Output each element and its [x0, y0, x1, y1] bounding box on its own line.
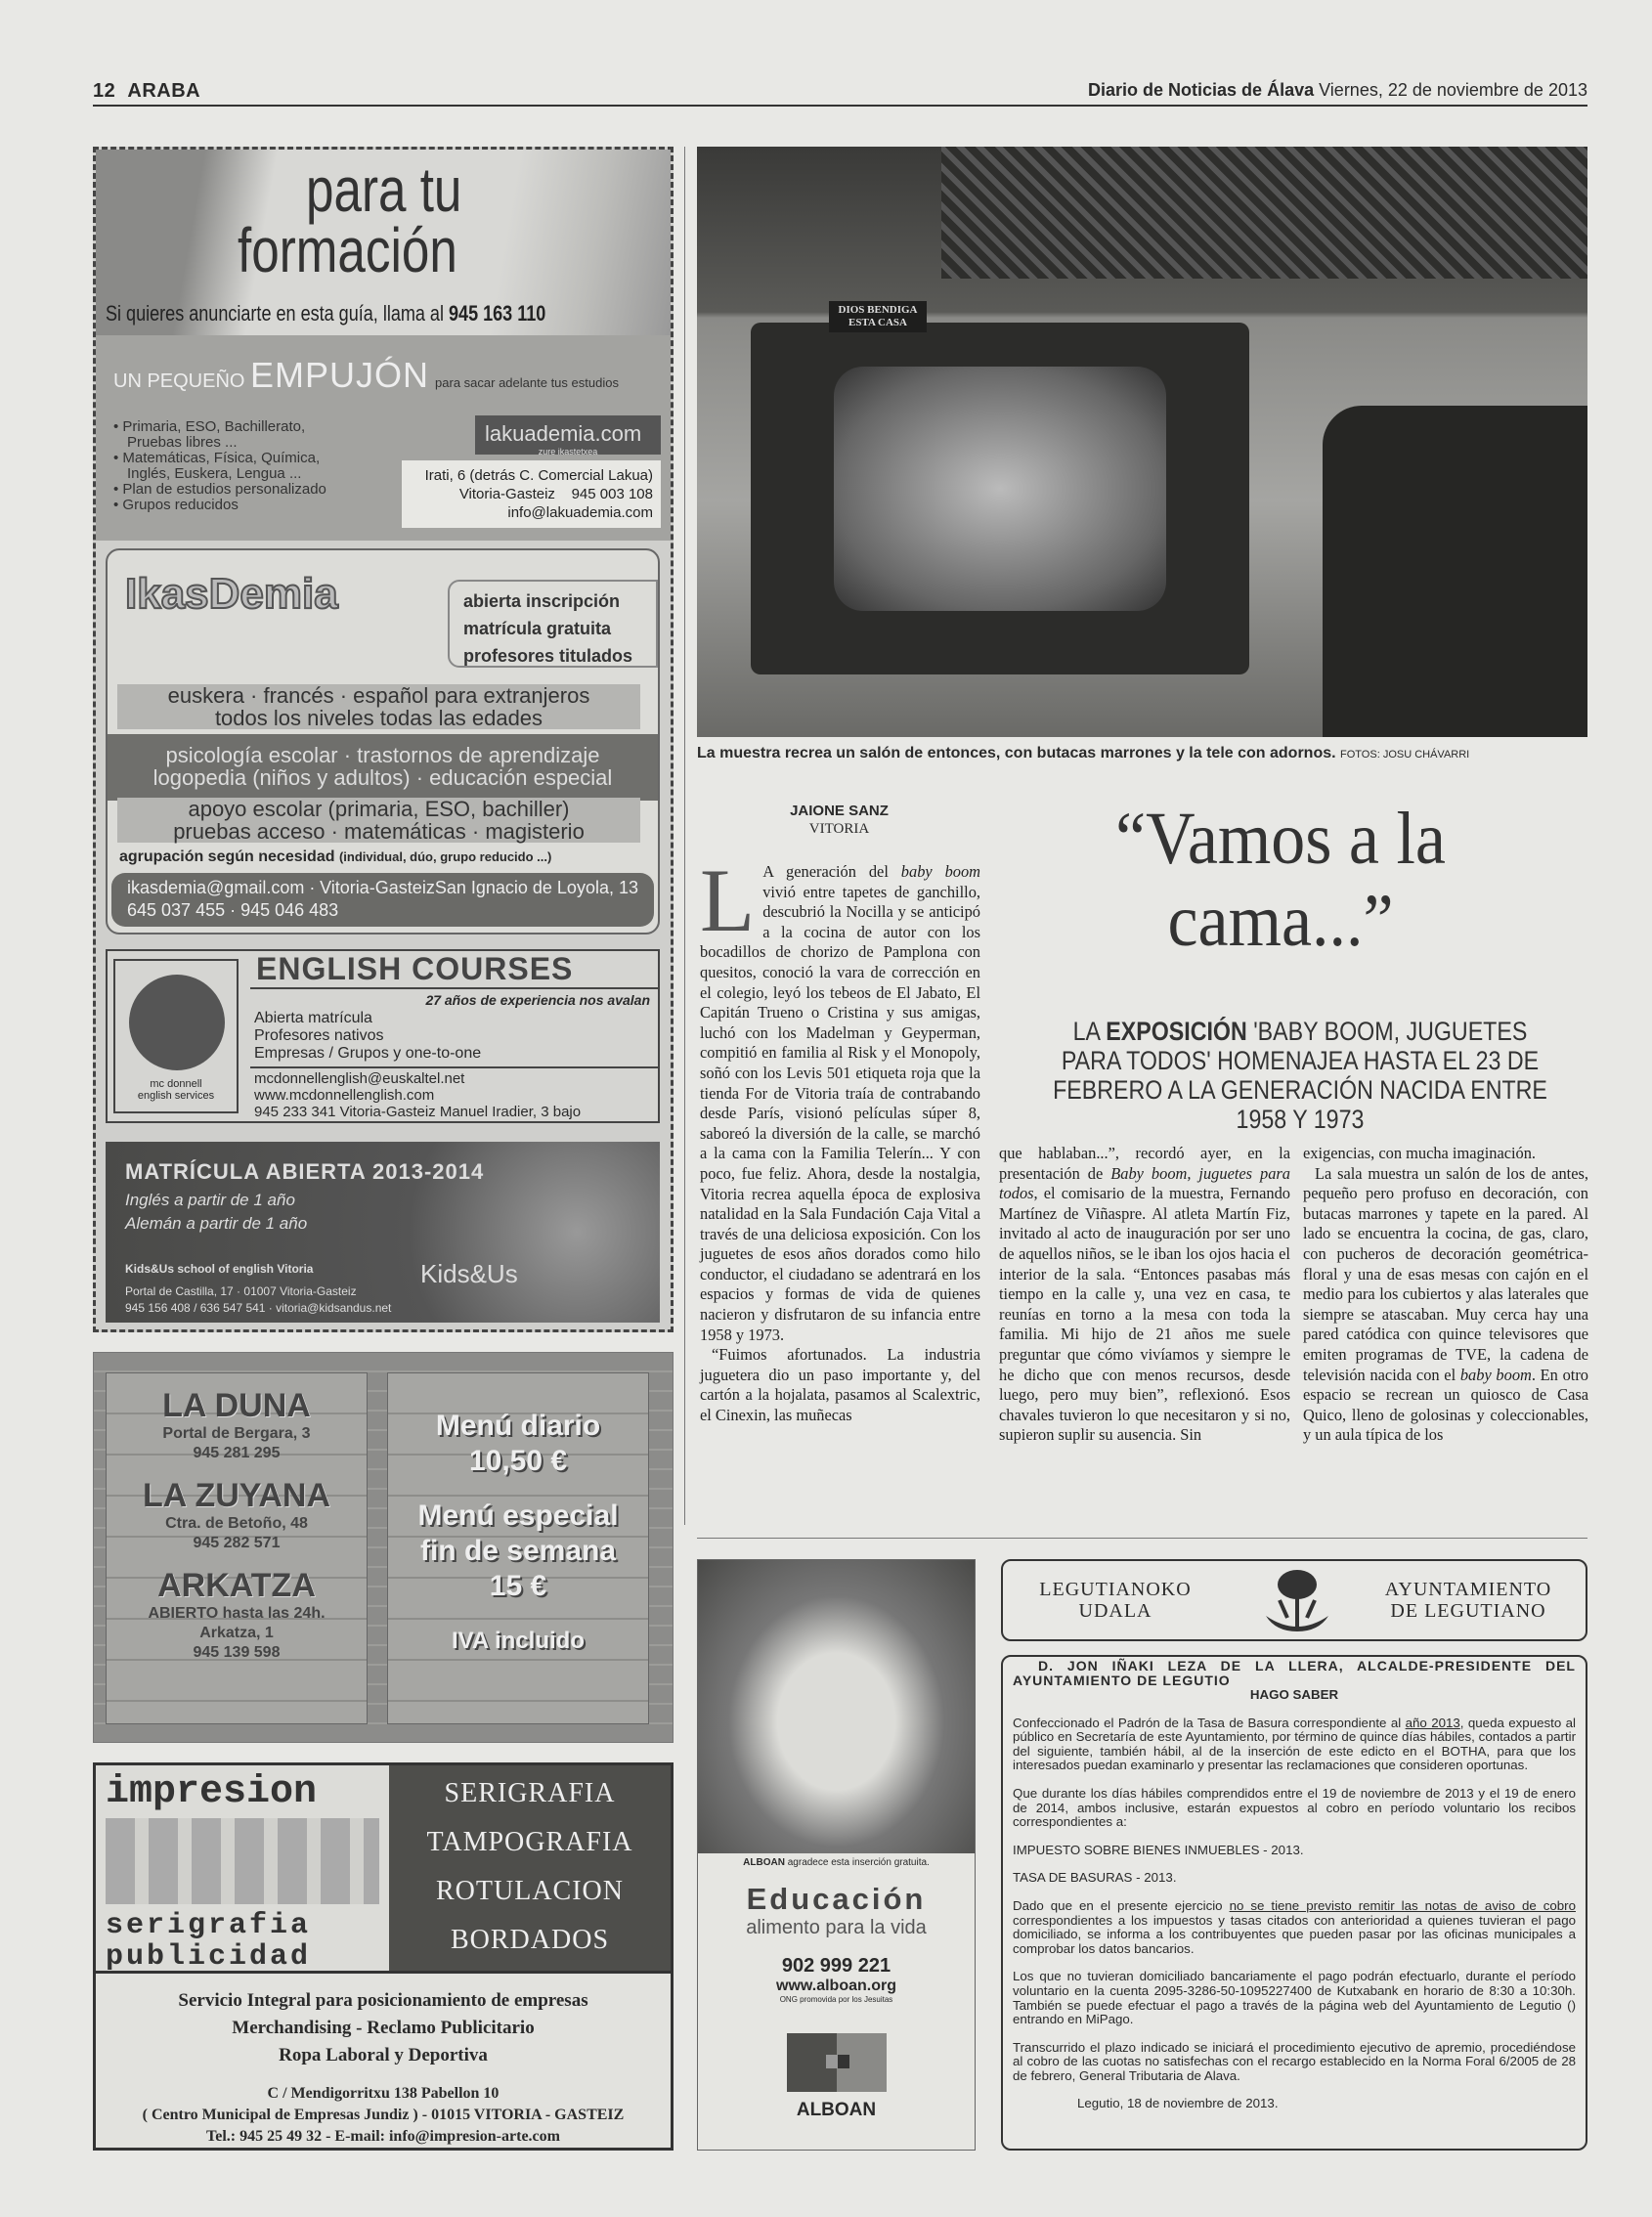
masthead — [1088, 80, 1587, 101]
venue-line: Portal de Bergara, 3 — [162, 1425, 311, 1442]
menu-line: fin de semana — [419, 1535, 617, 1567]
list-item: Inglés, Euskera, Lengua ... — [127, 465, 302, 482]
list-item: • Plan de estudios personalizado — [113, 481, 326, 498]
grouping-note: (individual, dúo, grupo reducido ...) — [338, 849, 552, 864]
logo-name: mc donnell — [150, 1078, 202, 1090]
band-line: psicología escolar · trastornos de aprendizaje — [165, 743, 600, 767]
headline: “Vamos a la cama...” — [1115, 798, 1446, 962]
byline — [700, 802, 978, 838]
text-run: A generación del — [762, 862, 901, 881]
kids-line: Inglés a partir de 1 año — [125, 1191, 295, 1209]
kids-brand: Kids&Us — [420, 1259, 518, 1288]
venue-line: Ctra. de Betoño, 48 — [165, 1515, 308, 1532]
detail-line: Servicio Integral para posicionamiento de empresas — [178, 1990, 588, 2011]
mcdonnell-subtitle: 27 años de experiencia nos avalan — [425, 992, 650, 1008]
text: correspondientes a los impuestos y tasas citados con anterioridad a quienes tuvieran el pago domiciliado, se informa a los contribuyentes que pueden pasar por las oficinas municipales a comprobar los datos bancarios. — [1013, 1912, 1576, 1956]
kids-lines — [125, 1189, 307, 1236]
feature: Profesores nativos — [254, 1027, 384, 1044]
column-divider — [684, 147, 685, 1525]
italic-text: Baby boom, juguetes para todos — [999, 1163, 1290, 1203]
logo-top: impresion — [106, 1770, 318, 1814]
venue-name: LA ZUYANA — [142, 1477, 331, 1514]
notice-heading: HAGO SABER — [1249, 1687, 1339, 1702]
drop-cap: L — [700, 850, 756, 950]
text: , queda expuesto al público en Secretaría de este Ayuntamiento, por término de quince días hábiles, contados a partir del siguiente, también hábil, al de la inserción de este edicto en el BOTHA, para que los interesados puedan examinarlo y presentar las reclamaciones que consideren oportunas. — [1013, 1715, 1576, 1773]
alboan-note: ONG promovida por los Jesuitas — [779, 1995, 893, 2004]
notice-paragraph: Transcurrido el plazo indicado se iniciará el procedimiento ejecutivo de apremio, procediéndose al cobro de las cuotas no satisfechas con el recargo establecido en la Norma Foral 6/2005 de 28 de febrero, General Tributaria de Alava. — [1013, 2039, 1576, 2083]
legutiano-header — [1001, 1559, 1587, 1641]
article-column-2 — [999, 1144, 1290, 1446]
tv-screen — [834, 367, 1166, 611]
menu-price: 15 € — [489, 1570, 547, 1602]
guide-title-1: para tu — [306, 154, 462, 225]
band-line: logopedia (niños y adultos) · educación especial — [152, 765, 613, 790]
notice-paragraph: Los que no tuvieran domiciliado bancariamente el pago podrán efectuarlo, durante el período voluntario en la cuenta 2095-3286-50-1095227400 de Kutxabank en horario de 8:30 a 10:30h. También se puede efectuar el pago a través de la página web del Ayuntamiento de Legutio () entrando en MiPago. — [1013, 1969, 1576, 2027]
underlined-text: año 2013 — [1405, 1715, 1460, 1730]
italic-text: baby boom — [900, 862, 980, 881]
impresion-arte-logo — [96, 1765, 389, 1974]
name-line: DE LEGUTIANO — [1390, 1600, 1546, 1622]
avocado-sharpener-image — [698, 1560, 975, 1853]
alboan-title: Educación — [746, 1882, 927, 1916]
service: ROTULACION — [436, 1876, 624, 1906]
venue-line: ABIERTO hasta las 24h. — [148, 1605, 326, 1622]
header-rule — [93, 105, 1587, 107]
text-run: “Fuimos afortunados. La industria juguetera dio un paso importante y, del cartón a la hojalata, pasamos al Scalextric, el Cinexin, las muñecas — [700, 1345, 980, 1425]
deck-rest: 'BABY BOOM, JUGUETES PARA TODOS' HOMENAJEA HASTA EL 23 DE FEBRERO A LA GENERACIÓN NACIDA ENTRE 1958 Y 1973 — [1053, 1017, 1547, 1134]
service: BORDADOS — [450, 1925, 610, 1955]
kids-contact — [125, 1261, 391, 1317]
lakuademia-headline — [113, 355, 619, 396]
thanks-text: agradece esta inserción gratuita. — [787, 1857, 930, 1868]
detail-line: Merchandising - Reclamo Publicitario — [232, 2018, 535, 2038]
notice-paragraph: Que durante los días hábiles comprendidos entre el 19 de noviembre de 2013 y el 19 de enero de 2014, ambos inclusive, estarán expuestos al cobro en período voluntario los recibos correspondientes a: — [1013, 1785, 1576, 1830]
logo-tagline: zure ikastetxea — [538, 447, 598, 456]
article-paragraph — [999, 1144, 1290, 1446]
languages-band — [117, 684, 640, 729]
address: 945 233 341 Vitoria-Gasteiz Manuel Iradier, 3 bajo — [254, 1104, 582, 1120]
band-line: pruebas acceso · matemáticas · magisterio — [173, 819, 585, 844]
detail-line: Ropa Laboral y Deportiva — [279, 2045, 488, 2065]
city: Vitoria-Gasteiz — [458, 486, 555, 502]
mcdonnell-contact — [250, 1066, 658, 1122]
photo-sign: DIOS BENDIGA ESTA CASA — [829, 301, 927, 332]
mcdonnell-logo — [113, 959, 239, 1113]
restaurant-ad — [93, 1352, 674, 1743]
photo-credit: FOTOS: JOSU CHÁVARRI — [1340, 749, 1470, 761]
alboan-website: www.alboan.org — [776, 1978, 896, 1994]
deck — [1048, 1017, 1552, 1134]
text: Dado que en el presente ejercicio — [1013, 1897, 1230, 1913]
address-line: C / Mendigorritxu 138 Pabellon 10 — [267, 2085, 500, 2102]
mcdonnell-title: ENGLISH COURSES — [250, 951, 658, 989]
head-post: para sacar adelante tus estudios — [435, 375, 619, 390]
photo-caption — [697, 745, 1469, 762]
notice-signature: Legutio, 18 de noviembre de 2013. — [1077, 2096, 1279, 2111]
mcdonnell-features — [254, 1010, 481, 1063]
ikasdemia-logo: IkasDemia — [125, 570, 338, 618]
tapestry — [941, 147, 1587, 279]
school: Kids&Us school of english Vitoria — [125, 1262, 314, 1276]
bird-icon — [129, 975, 225, 1070]
list-item: Pruebas libres ... — [127, 434, 238, 451]
head-pre: UN PEQUEÑO — [113, 370, 245, 392]
issue-date: Viernes, 22 de noviembre de 2013 — [1319, 80, 1587, 100]
article-paragraph — [1303, 1164, 1588, 1446]
caption-text: La muestra recrea un salón de entonces, con butacas marrones y la tele con adornos. — [697, 745, 1336, 761]
section-name: ARABA — [127, 80, 201, 102]
logo-text: lakuademia.com — [485, 421, 642, 446]
page-section-label — [93, 80, 200, 103]
article-column-3 — [1303, 1144, 1588, 1446]
city: Vitoria-Gasteiz — [320, 878, 435, 897]
list-item: • Grupos reducidos — [113, 497, 239, 513]
highlight: matrícula gratuita — [463, 619, 612, 638]
kids-title: MATRÍCULA ABIERTA 2013-2014 — [125, 1159, 485, 1184]
grouping-line — [119, 848, 551, 866]
alboan-ad — [697, 1559, 976, 2151]
kidsandus-ad — [106, 1142, 660, 1323]
venue-line: 945 139 598 — [193, 1644, 281, 1661]
venues-panel — [106, 1372, 368, 1724]
guide-title-2: formación — [238, 215, 457, 285]
alboan-phone: 902 999 221 — [781, 1955, 891, 1977]
education-guide — [93, 147, 674, 1332]
list-item: • Primaria, ESO, Bachillerato, — [113, 418, 306, 435]
prompt-text: Si quieres anunciarte en esta guía, llama al — [106, 301, 444, 326]
menu-panel — [387, 1372, 649, 1724]
website: www.mcdonnellenglish.com — [254, 1087, 435, 1104]
notice-paragraph — [1013, 1899, 1576, 1956]
highlight: abierta inscripción — [463, 591, 621, 611]
armchair — [1323, 406, 1587, 737]
page-number: 12 — [93, 80, 116, 102]
text-run: . En otro espacio se recrean un quiosco de Casa Quico, lleno de golosinas y coleccionables, y un aula típica de los — [1303, 1365, 1588, 1445]
address-line: ( Centro Municipal de Empresas Jundiz ) - 01015 VITORIA - GASTEIZ — [142, 2107, 625, 2123]
venue-line: 945 282 571 — [193, 1535, 281, 1551]
text-run: exigencias, con mucha imaginación. — [1303, 1144, 1537, 1162]
menu-line: Menú especial — [417, 1500, 619, 1532]
text-run: que hablaban...”, recordó ayer, en la presentación de — [999, 1144, 1290, 1183]
logo-sub: english services — [137, 1090, 215, 1102]
name-line: LEGUTIANOKO — [1039, 1579, 1192, 1600]
italic-text: baby boom — [1459, 1365, 1532, 1384]
notice-item: TASA DE BASURAS - 2013. — [1013, 1870, 1177, 1886]
notice-item: IMPUESTO SOBRE BIENES INMUEBLES - 2013. — [1013, 1842, 1304, 1857]
official-notice — [1001, 1655, 1587, 2151]
article-column-1 — [700, 850, 980, 1426]
menu-line: Menú diario — [435, 1410, 601, 1442]
feature: Empresas / Grupos y one-to-one — [254, 1045, 482, 1062]
email: info@lakuademia.com — [507, 504, 653, 521]
address: Irati, 6 (detrás C. Comercial Lakua) — [424, 467, 653, 484]
logo-line: serigrafia — [106, 1909, 312, 1942]
city-phone — [410, 485, 653, 503]
impresion-arte-ad — [93, 1762, 674, 2151]
guide-banner — [96, 150, 671, 335]
venue-name: LA DUNA — [162, 1387, 311, 1424]
address-line: Tel.: 945 25 49 32 - E-mail: info@impresion-arte.com — [206, 2128, 560, 2145]
alboan-thanks — [698, 1857, 975, 1868]
logo-line: publicidad — [106, 1940, 312, 1974]
grouping: agrupación según necesidad — [119, 848, 335, 865]
address: San Ignacio de Loyola, 13 — [434, 878, 638, 897]
text-run: vivió entre tapetes de ganchillo, descubrió la Nocilla y se anticipó a la cocina de autor con los bocadillos de chorizo de Pamplona con quesitos, conoció la vara de corrección en el colegio, leyó los tebeos de El Jabato, El Capitán Trueno o Cristina y sus amigas, luchó con los Madelman y Geyperman, compitió en familia al Risk y el Monopoly, soñó con los Levis 501 etiqueta roja que la tienda For de Vitoria traía de contrabando desde París, visionó películas súper 8, saboreó la diversión de la calle, se marchó a la cama con la Familia Telerín... Y con poco, fue feliz. Ahora, desde la nostalgia, Vitoria recrea aquella época de explosiva natalidad en la Sala Fundación Caja Vital a través de una deliciosa exposición. Con los juguetes de esos años dorados como hilo conductor, el ciudadano se adentrará en los espacios y formas de vida de quienes nacieron y disfrutaron de su infancia entre 1958 y 1973. — [700, 882, 980, 1344]
feature: Abierta matrícula — [254, 1010, 372, 1026]
venue-line: 945 281 295 — [193, 1445, 281, 1461]
band-line: euskera · francés · español para extranjeros — [167, 683, 590, 708]
notice-title: D. JON IÑAKI LEZA DE LA LLERA, ALCALDE-PRESIDENTE DEL AYUNTAMIENTO DE LEGUTIO — [1013, 1658, 1576, 1688]
paper-name: Diario de Noticias de Álava — [1088, 80, 1315, 100]
band-line: todos los niveles todas las edades — [214, 706, 543, 730]
ikasdemia-highlights — [448, 580, 658, 668]
mcdonnell-ad — [106, 949, 660, 1123]
address-block — [96, 2083, 671, 2148]
thanks-brand: ALBOAN — [743, 1857, 785, 1868]
name-line: UDALA — [1078, 1600, 1152, 1622]
lakuademia-address — [402, 460, 661, 528]
menu-price: 10,50 € — [468, 1445, 568, 1477]
email: mcdonnellenglish@euskaltel.net — [254, 1070, 465, 1087]
notice-paragraph — [1013, 1717, 1576, 1773]
tree-crest-icon — [1260, 1567, 1334, 1635]
logo-arte-graphic — [106, 1818, 379, 1904]
service: SERIGRAFIA — [444, 1778, 616, 1808]
deck-bold: EXPOSICIÓN — [1106, 1017, 1247, 1046]
contact: 945 156 408 / 636 547 541 · vitoria@kidsandus.net — [125, 1301, 392, 1315]
psychology-band — [108, 734, 658, 801]
name-line: AYUNTAMIENTO — [1384, 1579, 1552, 1600]
lakuademia-logo — [475, 415, 661, 455]
author: JAIONE SANZ — [790, 803, 889, 819]
article-paragraph — [700, 1345, 980, 1425]
alboan-name: ALBOAN — [796, 2100, 877, 2120]
basque-name — [1022, 1579, 1208, 1622]
spanish-name — [1370, 1579, 1566, 1622]
menu-note: IVA incluido — [452, 1628, 585, 1654]
article-paragraph — [1303, 1144, 1588, 1164]
list-item: • Matemáticas, Física, Química, — [113, 450, 321, 466]
phone: 945 003 108 — [571, 486, 653, 502]
band-line: apoyo escolar (primaria, ESO, bachiller) — [188, 797, 570, 821]
underlined-text: no se tiene previsto remitir las notas de aviso de cobro — [1229, 1897, 1576, 1913]
lakuademia-ad — [96, 335, 671, 541]
article-paragraph — [700, 850, 980, 1345]
alboan-subtitle: alimento para la vida — [746, 1917, 927, 1938]
article-photo — [697, 147, 1587, 737]
services-list — [389, 1765, 671, 1971]
deck-pre: LA — [1072, 1017, 1100, 1046]
ikasdemia-ad — [106, 548, 660, 935]
text-run: La sala muestra un salón de los de antes, pequeño pero profuso en decoración, con butacas marrones y tapete en la pared. Al lado se encuentra la cocina, de gas, claro, con pucheros de decoración geométrica-floral y una de esas mesas con cajón en el medio para los cubiertos y alas laterales que siempre se atascaban. Muy cerca hay una pared catódica con quince televisores que emiten programas de TVE, la cadena de televisión nacida con el — [1303, 1163, 1588, 1384]
text: Confeccionado el Padrón de la Tasa de Basura correspondiente al — [1013, 1715, 1406, 1730]
ikasdemia-contact — [111, 873, 654, 927]
text-run: , el comisario de la muestra, Fernando Martínez de Viñaspre. Al atleta Martín Fiz, invitado al acto de inauguración por ser uno de aquellos niños, se le iban los ojos hacia el interior de la sala. “Entonces pasabas más tiempo en la calle y, una vez en casa, te reunías en torno a la mesa con toda la familia. Mi hijo de 21 años me suele preguntar que cómo vivíamos y siempre le he dicho que con menos recursos, desde luego, pero muy bien”, reflexionó. Esos chavales tuvieron lo que necesitaron y si no, supieron suplir su ausencia. Sin — [999, 1184, 1290, 1445]
guide-prompt — [106, 301, 545, 326]
section-divider — [697, 1538, 1587, 1539]
lakuademia-list — [113, 419, 326, 513]
guide-phone: 945 163 110 — [448, 301, 546, 326]
service: TAMPOGRAFIA — [426, 1827, 633, 1857]
venue-name: ARKATZA — [157, 1567, 316, 1604]
support-band — [117, 798, 640, 843]
highlight: profesores titulados — [463, 646, 633, 666]
location: VITORIA — [808, 821, 870, 837]
contact: ikasdemia@gmail.com · 645 037 455 · 945 046 483 — [127, 878, 339, 920]
address: Portal de Castilla, 17 · 01007 Vitoria-Gasteiz — [125, 1284, 357, 1298]
kids-line: Alemán a partir de 1 año — [125, 1214, 308, 1233]
impresion-arte-details — [96, 1971, 671, 2148]
head-big: EMPUJÓN — [250, 355, 430, 395]
alboan-logo-icon — [787, 2033, 887, 2092]
venue-line: Arkatza, 1 — [199, 1625, 274, 1641]
